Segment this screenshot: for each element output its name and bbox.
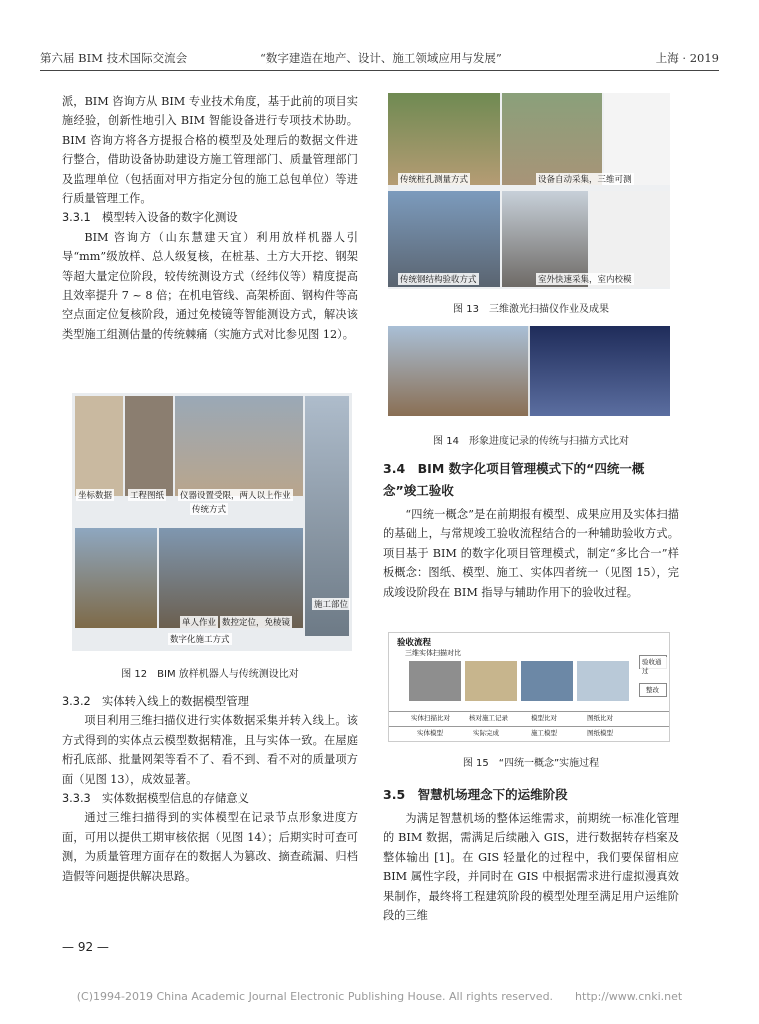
figure-15-caption: 图 15 “四统一概念”实施过程 [462, 758, 600, 769]
fig12-label: 坐标数据 [78, 491, 113, 501]
paragraph: 派，BIM 咨询方从 BIM 专业技术角度，基于此前的项目实施经验，创新性地引入 BIM 智能设备进行专项技术协助。BIM 咨询方将各方提报合格的模型及处理后的数据文件进行整合，借助设备协助建设方施工管理部门、质量管理部门及监理单位（包括面对甲方指定分包的施工总包单位）等进行质量管理工作。 [62, 95, 358, 206]
place-year: 上海 · 2019 [655, 51, 719, 65]
fig13-label: 传统桩孔测量方式 [400, 175, 469, 185]
figure-14-image [388, 326, 670, 416]
fig15-cell: 实体模型 [417, 729, 443, 737]
section-heading-3-5: 3.5 智慧机场理念下的运维阶段 [383, 787, 568, 802]
fig15-cell: 核对施工记录 [469, 714, 508, 722]
fig12-label: 仪器设置受限，两人以上作业 [180, 491, 291, 501]
fig15-subtitle: 三维实体扫描对比 [405, 649, 461, 657]
fig15-cell: 施工模型 [531, 729, 557, 737]
fig12-label: 单人作业 [182, 618, 217, 628]
fig12-label: 数字化施工方式 [170, 635, 230, 645]
figure-12-caption: 图 12 BIM 放样机器人与传统测设比对 [121, 669, 299, 680]
fig15-side: 验收通过 [640, 657, 669, 675]
section-heading-3-3-1: 3.3.1 模型转入设备的数字化测设 [62, 211, 238, 225]
section-heading-3-4: 3.4 BIM 数字化项目管理模式下的“四统一概 [383, 461, 645, 476]
left-column-top [62, 92, 358, 344]
figure-14-caption: 图 14 形象进度记录的传统与扫描方式比对 [433, 436, 629, 447]
paragraph: “四统一概念”是在前期报有模型、成果应用及实体扫描的基础上，与常规竣工验收流程结合的一种辅助验收方式。项目基于 BIM 的数字化项目管理模式，制定“多比合一”样板概念：图纸、模型、施工、实体四者统一（见图 15），完成竣设阶段在 BIM 指导与辅助作用下的验收过程。 [383, 508, 679, 599]
fig15-title: 验收流程 [397, 638, 432, 648]
page-number: — 92 — [62, 940, 109, 954]
copyright-footer: (C)1994-2019 China Academic Journal Electronic Publishing House. All rights reserved. http://www.cnki.net [76, 990, 683, 1003]
section-3-5 [383, 784, 679, 925]
figure-15-image [388, 632, 670, 742]
fig15-cell: 实际完成 [473, 729, 499, 737]
fig12-label: 数控定位，免棱镜 [222, 618, 291, 628]
fig15-cell: 实体扫描比对 [411, 714, 450, 722]
paragraph: BIM 咨询方（山东慧建天宜）利用放样机器人引导“mm”级放样、总人级复核，在桩基、土方大开挖、钢架等超大量定位阶段，较传统测设方式（经纬仪等）精度提高且效率提升 7 ~ 8 倍；在机电管线、高架桥面、钢构件等高空点面定位复核阶段，通过免棱镜等智能测设方式，解决该类型施工组测估量的传统棘痛（实施方式对比参见图 12）。 [62, 230, 358, 341]
section-heading-3-4-cont: 念”竣工验收 [383, 483, 454, 498]
conference-theme: “数字建造在地产、设计、施工领域应用与发展” [260, 51, 502, 65]
paragraph: 通过三维扫描得到的实体模型在记录节点形象进度方面，可用以提供工期审核依据（见图 14）；后期实时可查可测，为质量管理方面存在的数据人为篡改、摘查疏漏、归档造假等问题提供解决思路。 [62, 811, 358, 883]
fig13-label: 室外快速采集，室内校模 [538, 275, 632, 285]
fig15-side: 整改 [646, 686, 659, 694]
fig13-label: 传统钢结构验收方式 [400, 275, 477, 285]
fig12-label: 施工部位 [314, 600, 349, 610]
fig15-cell: 图纸比对 [587, 714, 613, 722]
left-column-bottom [62, 692, 358, 886]
conference-name: 第六届 BIM 技术国际交流会 [40, 51, 188, 65]
fig15-cell: 模型比对 [531, 714, 557, 722]
fig15-cell: 图纸模型 [587, 729, 613, 737]
paragraph: 项目利用三维扫描仪进行实体数据采集并转入线上。该方式得到的实体点云模型数据精准，且与实体一致。在屋庭桁孔底部、批量网架等看不了、看不到、看不对的质量项方面（见图 13），成效显著。 [62, 714, 358, 786]
paragraph: 为满足智慧机场的整体运维需求，前期统一标准化管理的 BIM 数据，需满足后续融入 GIS，进行数据转存档案及整体输出 [1]。在 GIS 轻量化的过程中，我们要保留相应 BIM 属性字段，并同时在 GIS 中根据需求进行虚拟漫真效果制作，最终将工程建筑阶段的模型处理至满足用户运维阶段的三维 [383, 812, 679, 923]
figure-13-image [388, 93, 670, 289]
section-heading-3-3-2: 3.3.2 实体转入线上的数据模型管理 [62, 695, 249, 708]
fig12-label: 工程图纸 [130, 491, 165, 501]
fig12-label: 传统方式 [192, 505, 227, 515]
figure-12-image [72, 393, 352, 651]
figure-13-caption: 图 13 三维激光扫描仪作业及成果 [453, 304, 609, 315]
running-header [40, 50, 719, 70]
section-heading-3-3-3: 3.3.3 实体数据模型信息的存储意义 [62, 792, 249, 806]
fig13-label: 设备自动采集，三维可测 [538, 175, 632, 185]
header-rule [40, 70, 719, 71]
section-3-4 [383, 458, 679, 602]
